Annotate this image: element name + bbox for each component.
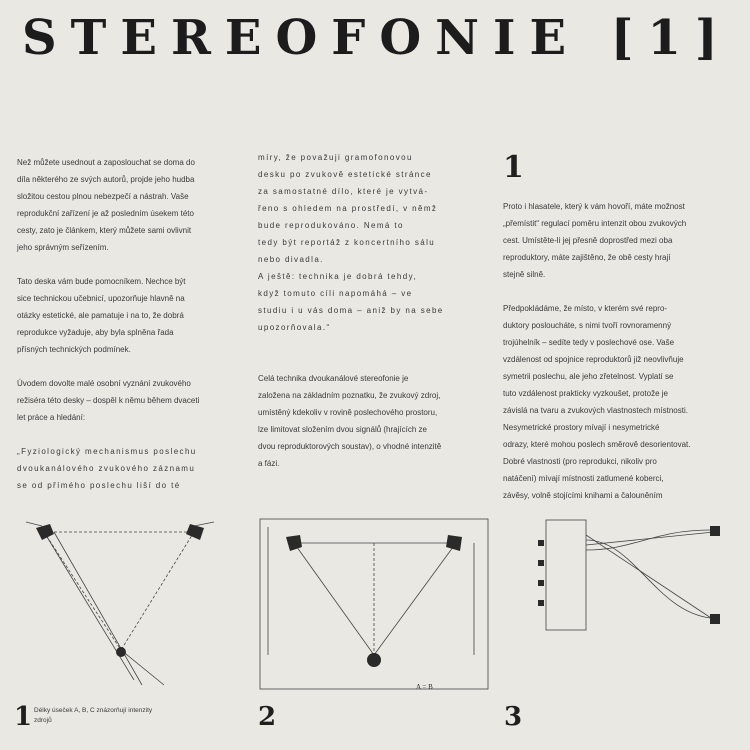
left-path [44,532,121,650]
text-line: Než můžete usednout a zaposlouchat se doma do [17,158,195,167]
quote-line: studiu i u vás doma – aniž by na sebe [258,306,444,315]
vector-b [54,532,142,685]
quote-line: dvoukanálového zvukového záznamu [17,464,196,473]
column-3 [503,198,715,504]
text-line: „přemístit“ regulací poměru intenzit obou zvukových [503,219,687,228]
column-2-quote [258,149,490,336]
text-line: vzdálenost od spojnice reproduktorů již neovlivňuje [503,355,684,364]
text-line: Úvodem dovolte malé osobní vyznání zvukového [17,379,191,388]
text-line: reprodukce vyžaduje, aby byla splněna řada [17,328,174,337]
figure-3-number: 3 [504,702,523,732]
right-to-listener [374,543,456,655]
column-1-quote [17,443,241,494]
quote-line: bude reprodukováno. Nemá to [258,221,404,230]
vector-c [121,650,164,685]
quote-line: řeno s ohledem na prostředí, v němž [258,204,438,213]
terminal-icon [538,580,544,586]
text-line: tuto vzdálenost prakticky vyzkoušet, protože je [503,389,668,398]
figure-1-number: 1 [14,702,33,732]
vector-a [44,532,134,680]
text-line: reprodukční zařízení je až posledním úsekem této [17,209,194,218]
text-line: dvou reproduktorových soustav), o vhodné intenzitě [258,442,442,451]
text-line: odrazy, které mohou poslech směrově desorientovat. [503,440,691,449]
text-line: cest. Umístěte-li jej přesně doprostřed mezi oba [503,236,673,245]
page-title: STEREOFONIE [1] [22,10,732,66]
amplifier-box [546,520,586,630]
text-line: Proto i hlasatele, který k vám hovoří, máte možnost [503,202,685,211]
terminal-icon [538,560,544,566]
text-line: umístěný kdekoliv v rovině poslechového prostoru, [258,408,438,417]
quote-line: když tomuto cíli napomáhá – ve [258,289,413,298]
figure-1-diagram [14,510,244,710]
text-line: složitou cestou plnou nebezpečí a nástrah. Vaše [17,192,189,201]
terminal-icon [538,600,544,606]
listener-icon [367,653,381,667]
text-line: symetrii poslechu, ale jeho zřetelnost. Vyplatí se [503,372,674,381]
quote-line: za samostatné dílo, které je vytvá- [258,187,429,196]
text-line: díla některého ze svých autorů, projde jeho hudba [17,175,195,184]
figure-2-svg [256,515,492,700]
text-line: Celá technika dvoukanálové stereofonie je [258,374,409,383]
text-line: Dobré vlastnosti (pro reprodukci, nikoliv pro [503,457,657,466]
column-1-paragraph-3 [17,375,241,426]
column-3-paragraph-1 [503,198,715,283]
left-speaker-icon [286,535,302,551]
text-line: závislá na tvaru a zvukových vlastnostech místnosti. [503,406,688,415]
text-line: stejně silně. [503,270,546,279]
left-to-listener [294,543,374,655]
column-1-paragraph-1 [17,154,241,256]
text-line: Tato deska vám bude pomocníkem. Nechce být [17,277,186,286]
figure-2-formula: A = B [416,683,433,691]
text-line: natáčení) mívají místnosti zatlumené koberci, [503,474,664,483]
text-line: založena na základním poznatku, že zvukový zdroj, [258,391,441,400]
text-line: a fázi. [258,459,280,468]
right-speaker-icon [186,524,204,540]
text-line: přísných technických podmínek. [17,345,131,354]
column-1 [17,154,241,494]
quote-line: tedy být reportáž z koncertního sálu [258,238,436,247]
quote-line: míry, že považuji gramofonovou [258,153,413,162]
text-line: cesty, zato je článkem, který můžete sami ovlivnit [17,226,192,235]
quote-line: upozorňovala.“ [258,323,331,332]
speaker-terminal-icon [710,614,720,624]
figure-3-svg [534,510,740,640]
crossed-cable-a [586,535,714,620]
text-line: let práce a hledání: [17,413,86,422]
figure-1-caption: Délky úseček A, B, C znázorňují intenzity zdrojů [34,707,153,724]
text-line: jeho správným seřízením. [17,243,109,252]
text-line: sice technickou učebnicí, upozorňuje hlavně na [17,294,185,303]
text-line: Nesymetrické prostory mívají i nesymetrické [503,423,660,432]
right-path [121,532,194,650]
column-2 [258,149,490,472]
figure-2-diagram [256,515,492,700]
text-line: lze limitovat složením dvou signálů (hrajících ze [258,425,427,434]
speaker-terminal-icon [710,526,720,536]
text-line: duktory posloucháte, s nimi tvoří rovnoramenný [503,321,672,330]
section-number: 1 [503,150,524,185]
figure-3-diagram [534,510,740,640]
terminal-icon [538,540,544,546]
figure-1-svg [14,510,244,710]
figure-2-number: 2 [258,702,277,732]
text-line: reproduktory, máte zajištěno, že obě cesty hrají [503,253,671,262]
column-2-paragraph [258,370,490,472]
quote-line: desku po zvukově estetické stránce [258,170,432,179]
quote-line: A ještě: technika je dobrá tehdy, [258,272,418,281]
label-leader-right [194,522,214,526]
text-line: režiséra této desky – dospěl k němu během dvaceti [17,396,200,405]
left-speaker-icon [36,524,54,540]
text-line: trojúhelník – sedíte tedy v poslechové ose. Vaše [503,338,675,347]
column-3-paragraph-2 [503,300,715,504]
column-1-paragraph-2 [17,273,241,358]
quote-line: „Fyziologický mechanismus poslechu [17,447,197,456]
text-line: závěsy, volně stojícími knihami a čalouněním [503,491,663,500]
text-line: Předpokládáme, že místo, v kterém své repro- [503,304,668,313]
quote-line: nebo divadla. [258,255,324,264]
label-leader-left [26,522,42,526]
right-speaker-icon [446,535,462,551]
crossed-cable-c [586,540,710,618]
text-line: otázky estetické, ale pamatuje i na to, že dobrá [17,311,184,320]
quote-line: se od přímého poslechu liší do té [17,481,181,490]
listener-icon [116,647,126,657]
